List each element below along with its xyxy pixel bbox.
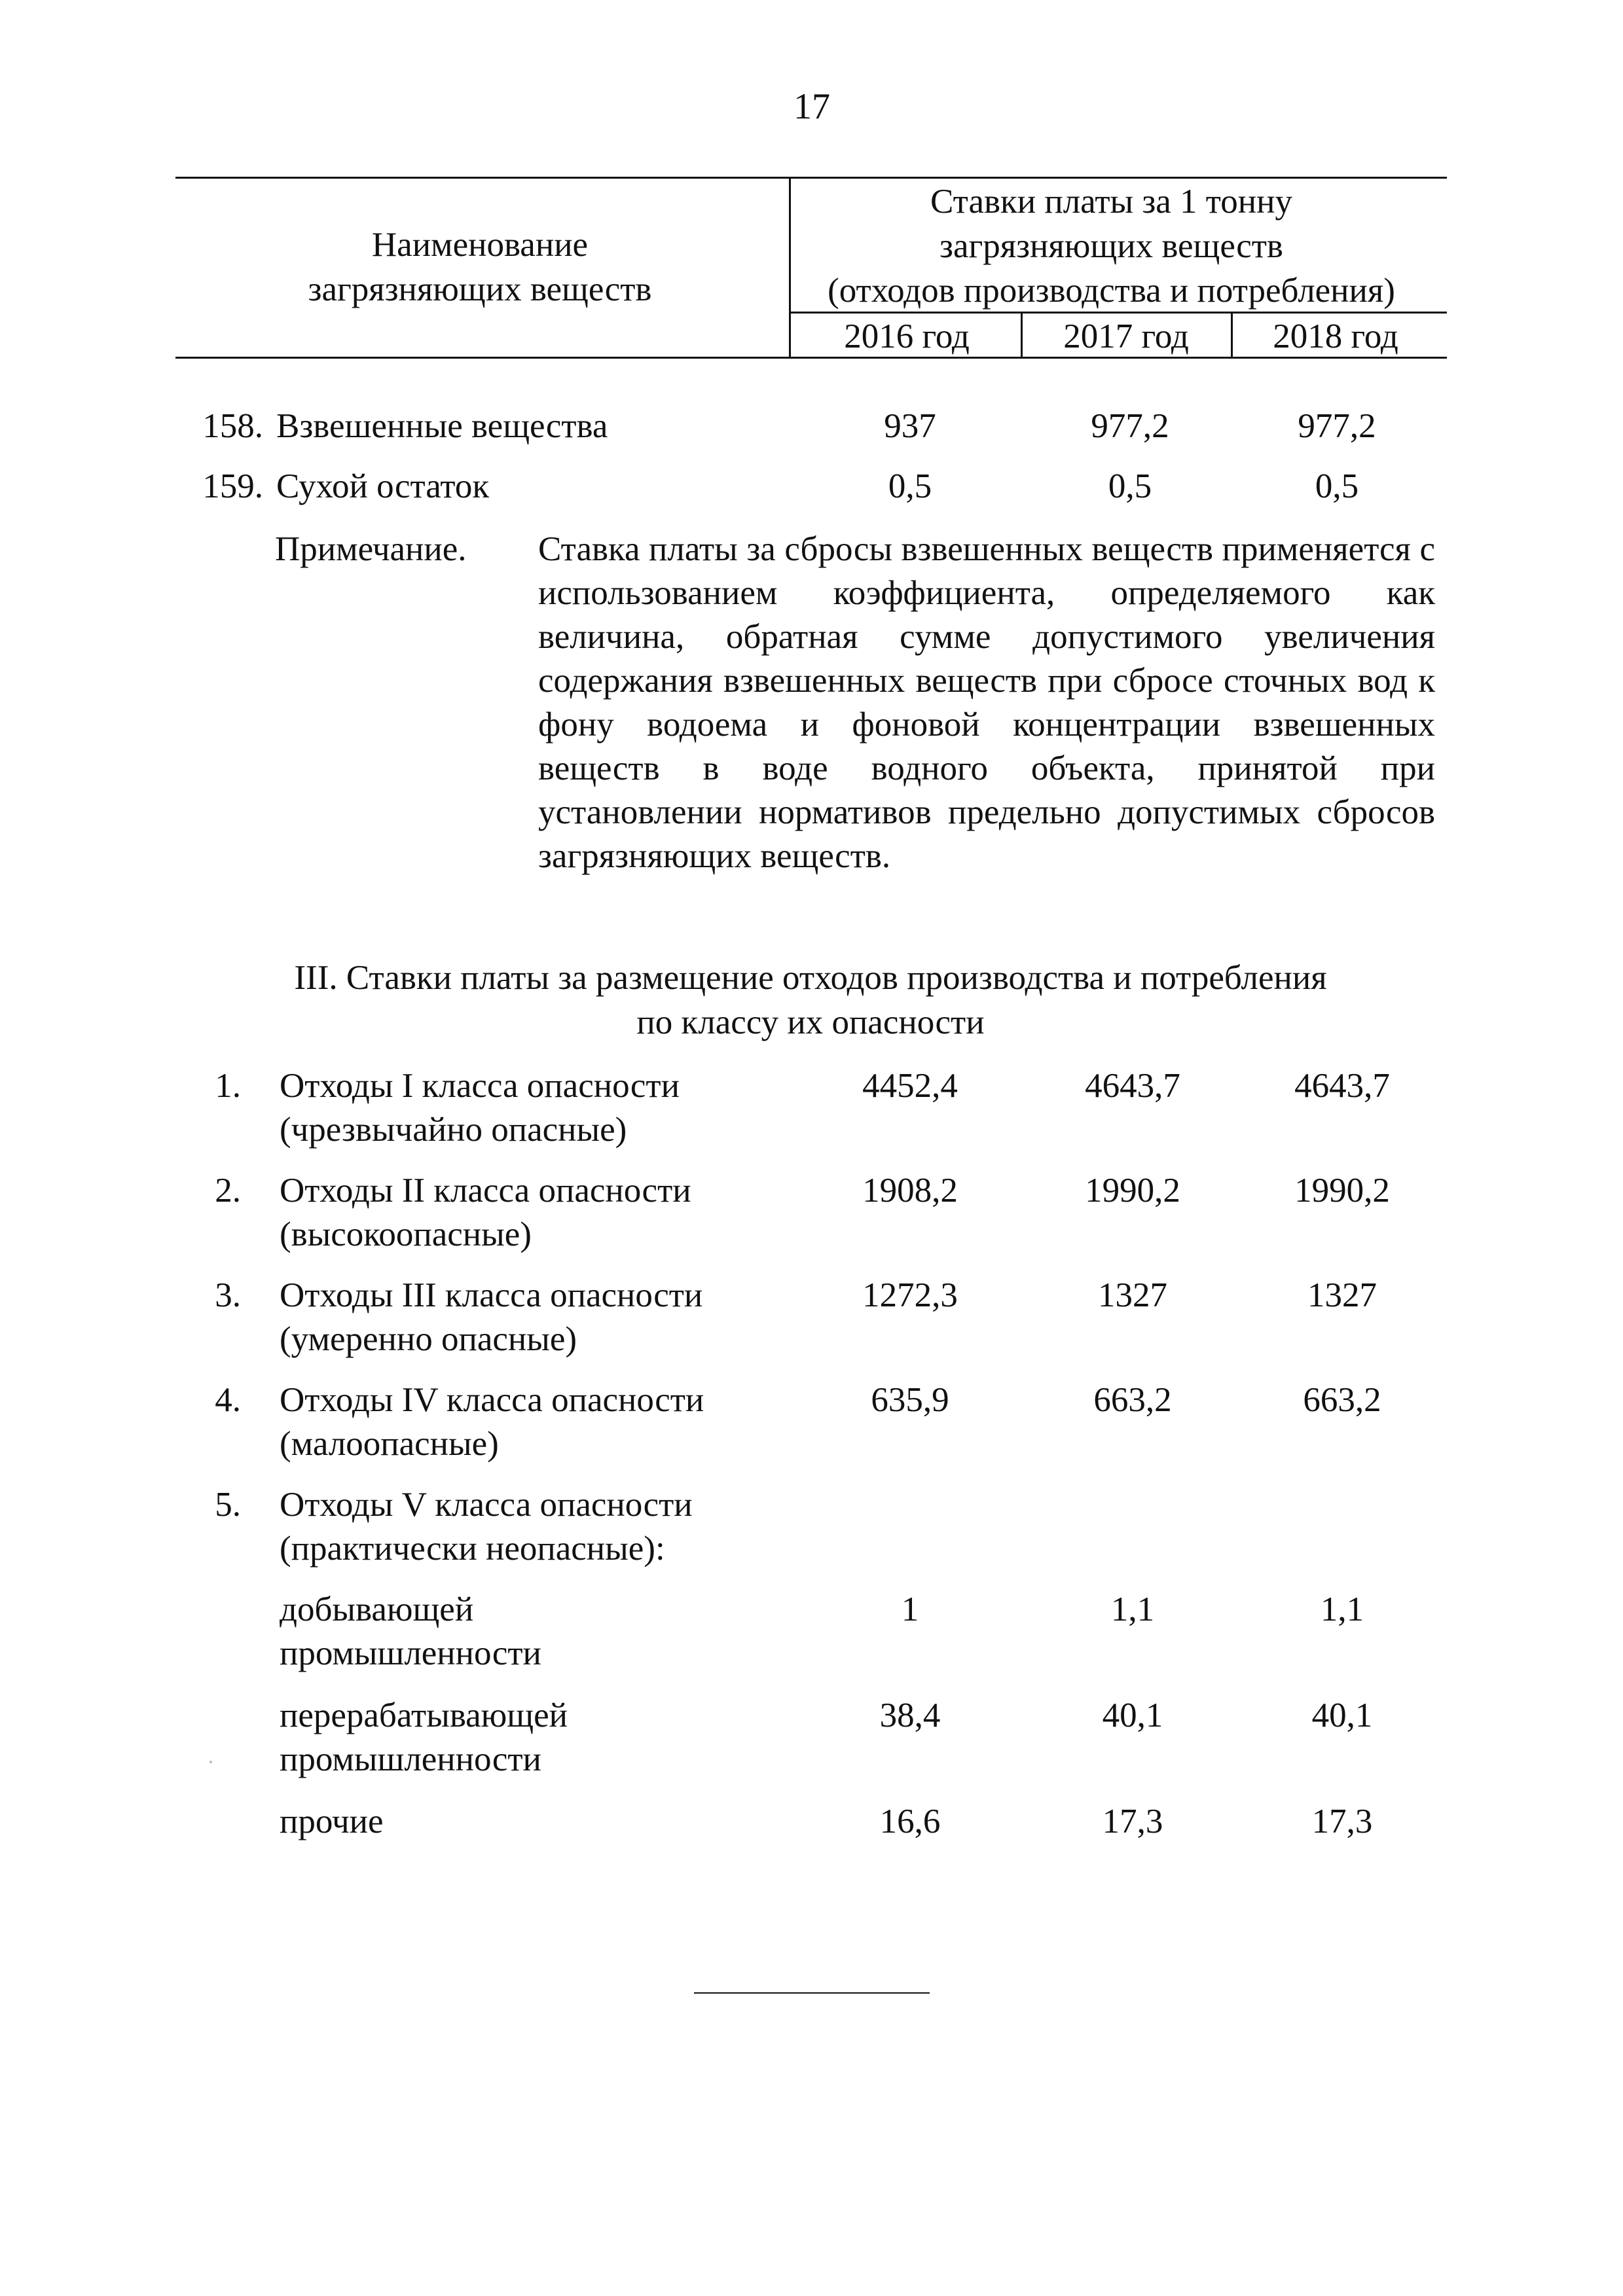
value-2016: 4452,4 (862, 1067, 958, 1105)
row-name (280, 1588, 803, 1676)
value-2018: 4643,7 (1294, 1067, 1390, 1105)
row-name-line: Отходы III класса опасности (280, 1276, 703, 1314)
row-name-line: (чрезвычайно опасные) (280, 1111, 627, 1149)
header-rate-column (789, 179, 1434, 313)
year-2016-header: 2016 год (844, 317, 970, 355)
header-name-line: Наименование (371, 226, 589, 264)
header-rate-line: (отходов производства и потребления) (828, 272, 1395, 310)
row-name-line: прочие (280, 1803, 384, 1840)
row-name (280, 1483, 803, 1571)
note-text: Ставка платы за сбросы взвешенных веществ применяется с использованием коэффициента, определяемого как величина, обратная сумме допустимого увеличения содержания взвешенных веществ при сбросе сточных вод к фону водоема и фоновой концентрации взвешенных веществ в воде водного объекта, принятой при установлении нормативов предельно допустимых сбросов загрязняющих веществ. (538, 530, 1435, 875)
row-name-line: промышленности (280, 1740, 541, 1778)
header-rate-line: Ставки платы за 1 тонну (930, 183, 1292, 221)
value-2018: 663,2 (1303, 1381, 1381, 1419)
row-number: 3. (215, 1276, 241, 1314)
value-2017: 977,2 (1091, 407, 1169, 445)
header-name-column (175, 223, 784, 312)
row-name-line: промышленности (280, 1634, 541, 1672)
note-label: Примечание. (275, 530, 467, 568)
value-2017: 4643,7 (1085, 1067, 1180, 1105)
value-2016: 38,4 (879, 1696, 941, 1734)
row-name-line: Отходы IV класса опасности (280, 1381, 704, 1419)
row-number: 4. (215, 1381, 241, 1419)
row-number: 158. (202, 407, 263, 445)
header-rate-line: загрязняющих веществ (939, 227, 1283, 265)
row-number: 1. (215, 1067, 241, 1105)
section-title-line: III. Ставки платы за размещение отходов производства и потребления (294, 959, 1327, 997)
table-top-rule (175, 177, 1447, 179)
row-name-line: (умеренно опасные) (280, 1320, 577, 1358)
row-name (280, 1378, 803, 1466)
year-2018-header: 2018 год (1273, 317, 1398, 355)
row-name (280, 1800, 803, 1844)
value-2017: 40,1 (1102, 1696, 1163, 1734)
value-2016: 937 (884, 407, 936, 445)
row-name (280, 1169, 803, 1257)
row-name-line: Отходы V класса опасности (280, 1486, 693, 1524)
value-2016: 1 (901, 1590, 919, 1628)
value-2017: 0,5 (1108, 467, 1152, 505)
page-number: 17 (793, 86, 830, 127)
header-name-line: загрязняющих веществ (308, 270, 652, 308)
section-title-line: по классу их опасности (636, 1003, 985, 1041)
scan-speck (210, 1761, 212, 1763)
row-name-line: (малоопасные) (280, 1425, 499, 1463)
value-2016: 16,6 (879, 1803, 941, 1840)
value-2016: 1908,2 (862, 1172, 958, 1210)
row-name-line: (практически неопасные): (280, 1530, 665, 1568)
row-number: 159. (202, 467, 263, 505)
value-2016: 635,9 (871, 1381, 949, 1419)
row-number: 2. (215, 1172, 241, 1210)
value-2017: 1990,2 (1085, 1172, 1180, 1210)
value-2017: 1327 (1098, 1276, 1167, 1314)
row-name: Сухой остаток (276, 467, 490, 505)
value-2018: 17,3 (1311, 1803, 1373, 1840)
value-2018: 1327 (1307, 1276, 1377, 1314)
value-2016: 0,5 (888, 467, 932, 505)
value-2018: 1990,2 (1294, 1172, 1390, 1210)
row-name-line: добывающей (280, 1590, 474, 1628)
end-of-section-rule (694, 1992, 930, 1994)
row-name (280, 1064, 803, 1152)
value-2016: 1272,3 (862, 1276, 958, 1314)
row-name-line: Отходы II класса опасности (280, 1172, 691, 1210)
value-2018: 977,2 (1298, 407, 1376, 445)
row-number: 5. (215, 1486, 241, 1524)
value-2018: 40,1 (1311, 1696, 1373, 1734)
section-title (175, 956, 1446, 1045)
row-name (280, 1274, 803, 1361)
value-2018: 0,5 (1315, 467, 1359, 505)
row-name (280, 1694, 803, 1782)
row-name: Взвешенные вещества (276, 407, 608, 445)
row-name-line: (высокоопасные) (280, 1215, 532, 1253)
value-2017: 663,2 (1093, 1381, 1172, 1419)
row-name-line: Отходы I класса опасности (280, 1067, 680, 1105)
row-name-line: перерабатывающей (280, 1696, 568, 1734)
value-2017: 17,3 (1102, 1803, 1163, 1840)
value-2018: 1,1 (1320, 1590, 1364, 1628)
year-2017-header: 2017 год (1063, 317, 1189, 355)
value-2017: 1,1 (1110, 1590, 1155, 1628)
